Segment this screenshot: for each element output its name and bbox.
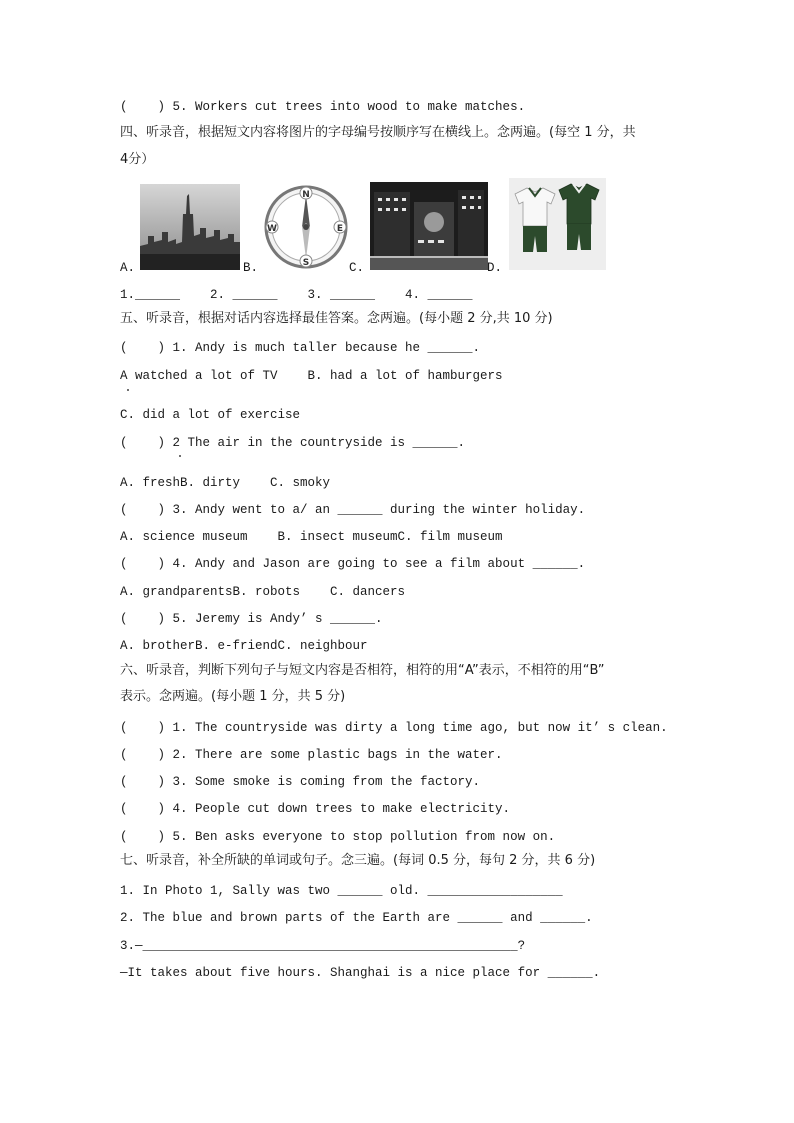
question-5-1-options-ab: A watched a lot of TV B. had a lot of hamburgers	[120, 369, 503, 383]
question-5-5-options: A. brotherB. e-friendC. neighbour	[120, 639, 368, 653]
question-6-3: ( ) 3. Some smoke is coming from the factory.	[120, 775, 481, 789]
picture-c-label: C.	[349, 261, 365, 275]
question-6-1: ( ) 1. The countryside was dirty a long time ago, but now it’ s clean.	[120, 721, 668, 735]
night-building-picture	[370, 182, 488, 270]
section-4-answer-blanks: 1.______ 2. ______ 3. ______ 4. ______	[120, 288, 473, 302]
question-5-1: ( ) 1. Andy is much taller because he ______.	[120, 341, 481, 355]
question-5-3-options: A. science museum B. insect museumC. film museum	[120, 530, 503, 544]
section-6-heading: 六、听录音，判断下列句子与短文内容是否相符，相符的用“A”表示，不相符的用“B”	[120, 663, 605, 678]
question-5-2: ( ) 2 The air in the countryside is ______.	[120, 436, 466, 450]
question-5-1-option-c: C. did a lot of exercise	[120, 408, 301, 422]
stray-dot	[127, 389, 129, 391]
section-4-heading: 四、听录音，根据短文内容将图片的字母编号按顺序写在横线上。念两遍。(每空 1 分，共	[120, 125, 636, 140]
picture-b-label: B.	[243, 261, 259, 275]
picture-a-label: A.	[120, 261, 136, 275]
question-4-5: ( ) 5. Workers cut trees into wood to make matches.	[120, 100, 526, 114]
question-7-3: 3.—__________________________________________________?	[120, 939, 526, 953]
city-skyline-picture	[140, 184, 240, 270]
section-5-heading: 五、听录音，根据对话内容选择最佳答案。念两遍。(每小题 2 分,共 10 分)	[120, 311, 553, 326]
question-6-2: ( ) 2. There are some plastic bags in the water.	[120, 748, 503, 762]
question-5-4-options: A. grandparentsB. robots C. dancers	[120, 585, 406, 599]
compass-east-label: E	[336, 224, 344, 234]
compass-south-label: S	[302, 258, 310, 268]
question-7-2: 2. The blue and brown parts of the Earth are ______ and ______.	[120, 911, 593, 925]
section-7-heading: 七、听录音，补全所缺的单词或句子。念三遍。(每词 0.5 分，每句 2 分，共 6 分)	[120, 853, 596, 868]
question-5-4: ( ) 4. Andy and Jason are going to see a film about ______.	[120, 557, 586, 571]
section-4-heading-cont: 4分）	[120, 152, 155, 167]
question-7-3-answer: —It takes about five hours. Shanghai is a nice place for ______.	[120, 966, 601, 980]
stray-dot	[179, 455, 181, 457]
picture-d-label: D.	[487, 261, 503, 275]
question-5-2-options: A. freshB. dirty C. smoky	[120, 476, 331, 490]
question-5-3: ( ) 3. Andy went to a/ an ______ during the winter holiday.	[120, 503, 586, 517]
section-6-heading-cont: 表示。念两遍。(每小题 1 分，共 5 分)	[120, 689, 346, 704]
school-uniform-picture	[509, 178, 606, 270]
compass-north-label: N	[302, 190, 310, 200]
question-7-1: 1. In Photo 1, Sally was two ______ old. __________________	[120, 884, 563, 898]
question-6-4: ( ) 4. People cut down trees to make electricity.	[120, 802, 511, 816]
compass-picture	[262, 183, 350, 271]
question-5-5: ( ) 5. Jeremy is Andy’ s ______.	[120, 612, 383, 626]
compass-west-label: W	[267, 224, 277, 234]
question-6-5: ( ) 5. Ben asks everyone to stop pollution from now on.	[120, 830, 556, 844]
